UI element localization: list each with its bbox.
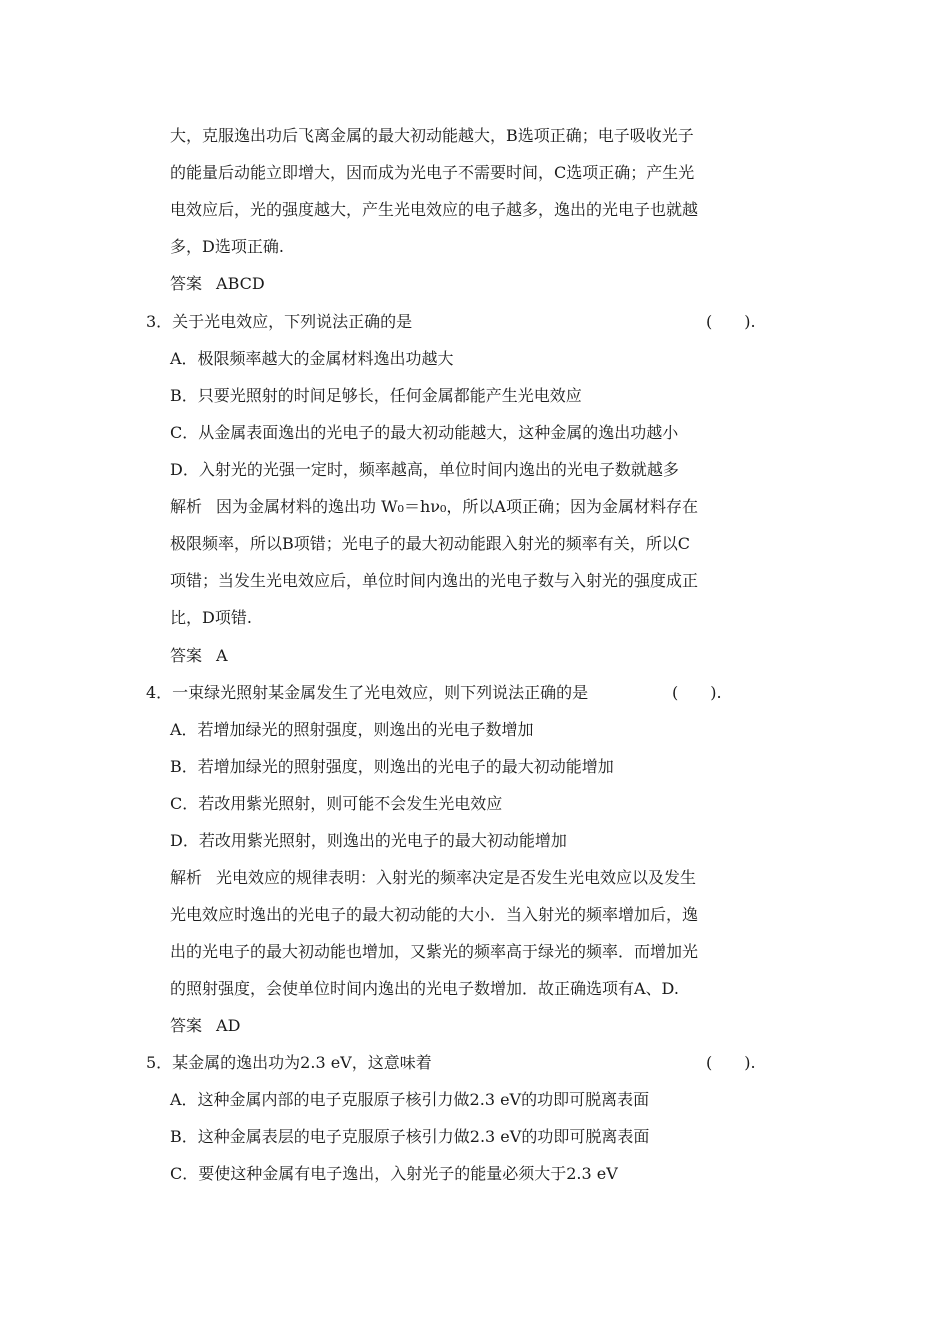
option: A．若增加绿光的照射强度，则逸出的光电子数增加 — [170, 720, 534, 739]
option: A．极限频率越大的金属材料逸出功越大 — [170, 349, 454, 368]
option: B．这种金属表层的电子克服原子核引力做2.3 eV的功即可脱离表面 — [170, 1127, 650, 1146]
answer-line — [170, 1016, 240, 1036]
analysis-line — [170, 868, 696, 888]
answer-value: A — [216, 646, 228, 665]
prev-analysis-line: 大，克服逸出功后飞离金属的最大初动能越大，B选项正确；电子吸收光子 — [170, 126, 694, 145]
option: A．这种金属内部的电子克服原子核引力做2.3 eV的功即可脱离表面 — [170, 1090, 650, 1109]
option: B．若增加绿光的照射强度，则逸出的光电子的最大初动能增加 — [170, 757, 614, 776]
answer-line — [170, 646, 228, 666]
option: B．只要光照射的时间足够长，任何金属都能产生光电效应 — [170, 386, 582, 405]
analysis-line — [170, 497, 698, 517]
question-stem: 3．关于光电效应，下列说法正确的是 — [146, 312, 413, 331]
analysis-text: 光电效应的规律表明：入射光的频率决定是否发生光电效应以及发生 — [216, 868, 697, 887]
option: C．若改用紫光照射，则可能不会发生光电效应 — [170, 794, 503, 813]
prev-analysis-line: 电效应后，光的强度越大，产生光电效应的电子越多，逸出的光电子也就越 — [170, 200, 699, 219]
option: D．入射光的光强一定时，频率越高，单位时间内逸出的光电子数就越多 — [170, 460, 679, 479]
analysis-line: 光电效应时逸出的光电子的最大初动能的大小．当入射光的频率增加后，逸 — [170, 905, 699, 924]
analysis-label: 解析 — [170, 497, 203, 516]
prev-analysis-line: 的能量后动能立即增大，因而成为光电子不需要时间，C选项正确；产生光 — [170, 163, 695, 182]
answer-value: AD — [216, 1016, 241, 1035]
option: C．要使这种金属有电子逸出，入射光子的能量必须大于2.3 eV — [170, 1164, 618, 1183]
answer-value: ABCD — [216, 274, 265, 293]
question-stem: 5．某金属的逸出功为2.3 eV，这意味着 — [146, 1053, 432, 1072]
answer-bracket: ( ). — [706, 1053, 756, 1072]
answer-label: 答案 — [170, 1016, 203, 1035]
prev-analysis-line: 多，D选项正确. — [170, 237, 284, 256]
option: D．若改用紫光照射，则逸出的光电子的最大初动能增加 — [170, 831, 567, 850]
analysis-label: 解析 — [170, 868, 203, 887]
option: C．从金属表面逸出的光电子的最大初动能越大，这种金属的逸出功越小 — [170, 423, 679, 442]
answer-label: 答案 — [170, 274, 203, 293]
analysis-line: 的照射强度，会使单位时间内逸出的光电子数增加．故正确选项有A、D. — [170, 979, 679, 998]
answer-bracket: ( ). — [706, 312, 756, 331]
answer-label: 答案 — [170, 646, 203, 665]
answer-bracket: ( ). — [672, 683, 722, 702]
question-stem: 4．一束绿光照射某金属发生了光电效应，则下列说法正确的是 — [146, 683, 589, 702]
analysis-line: 极限频率，所以B项错；光电子的最大初动能跟入射光的频率有关，所以C — [170, 534, 691, 553]
analysis-text: 因为金属材料的逸出功 W₀＝hν₀，所以A项正确；因为金属材料存在 — [216, 497, 698, 516]
analysis-line: 比，D项错. — [170, 608, 252, 627]
analysis-line: 项错；当发生光电效应后，单位时间内逸出的光电子数与入射光的强度成正 — [170, 571, 699, 590]
analysis-line: 出的光电子的最大初动能也增加，又紫光的频率高于绿光的频率．而增加光 — [170, 942, 699, 961]
prev-answer — [170, 274, 265, 294]
